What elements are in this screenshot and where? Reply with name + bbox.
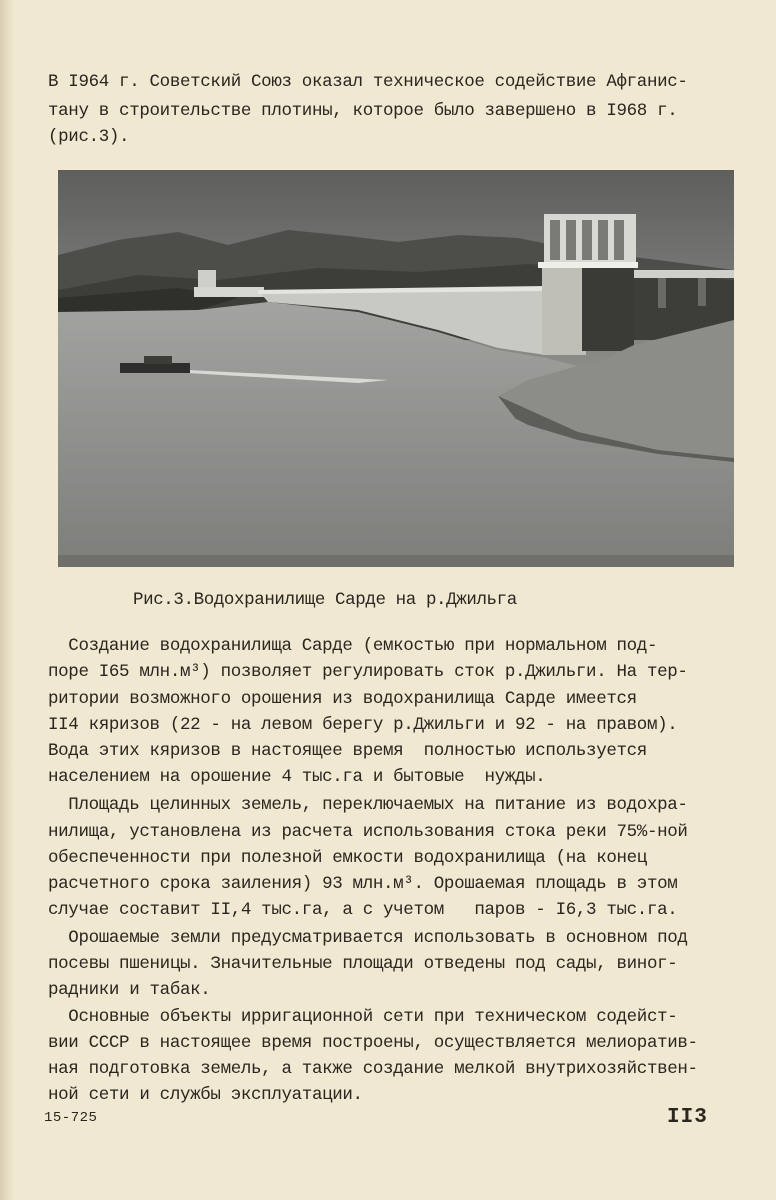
body-line: расчетного срока заиления) 93 млн.м³. Орошаемая площадь в этом — [48, 874, 678, 894]
body-line: ной сети и службы эксплуатации. — [48, 1085, 363, 1105]
body-line: Орошаемые земли предусматривается использовать в основном под — [48, 928, 688, 948]
print-signature: 15-725 — [44, 1110, 98, 1126]
body-line: посевы пшеницы. Значительные площади отведены под сады, виног- — [48, 954, 678, 974]
body-line: Создание водохранилища Сарде (емкостью при нормальном под- — [48, 636, 658, 656]
body-line: населением на орошение 4 тыс.га и бытовые нужды. — [48, 767, 546, 787]
intro-line: тану в строительстве плотины, которое было завершено в I968 г. — [48, 101, 678, 121]
body-line: вии СССР в настоящее время построены, осуществляется мелиоратив- — [48, 1033, 698, 1053]
body-line: случае составит II,4 тыс.га, а с учетом паров - I6,3 тыс.га. — [48, 900, 678, 920]
page-edge-shadow — [0, 0, 14, 1200]
intro-line: В I964 г. Советский Союз оказал техническое содействие Афганис- — [48, 72, 688, 92]
dam-photograph — [58, 170, 734, 567]
body-line: обеспеченности при полезной емкости водохранилища (на конец — [48, 848, 647, 868]
intro-line: (рис.3). — [48, 127, 130, 147]
body-line: Вода этих кяризов в настоящее время полностью используется — [48, 741, 647, 761]
dam-photo-illustration — [58, 170, 734, 567]
body-line: Площадь целинных земель, переключаемых на питание из водохра- — [48, 795, 688, 815]
body-line: ритории возможного орошения из водохранилища Сарде имеется — [48, 689, 637, 709]
body-line: радники и табак. — [48, 980, 211, 1000]
body-line: ная подготовка земель, а также создание мелкой внутрихозяйствен- — [48, 1059, 698, 1079]
body-line: Основные объекты ирригационной сети при техническом содейст- — [48, 1007, 678, 1027]
body-line: нилища, установлена из расчета использования стока реки 75%-ной — [48, 822, 688, 842]
figure-caption: Рис.3.Водохранилище Сарде на р.Джильга — [133, 590, 517, 610]
body-line: поре I65 млн.м³) позволяет регулировать сток р.Джильги. На тер- — [48, 662, 688, 682]
body-line: II4 кяризов (22 - на левом берегу р.Джильги и 92 - на правом). — [48, 715, 678, 735]
page-number: II3 — [667, 1106, 708, 1129]
